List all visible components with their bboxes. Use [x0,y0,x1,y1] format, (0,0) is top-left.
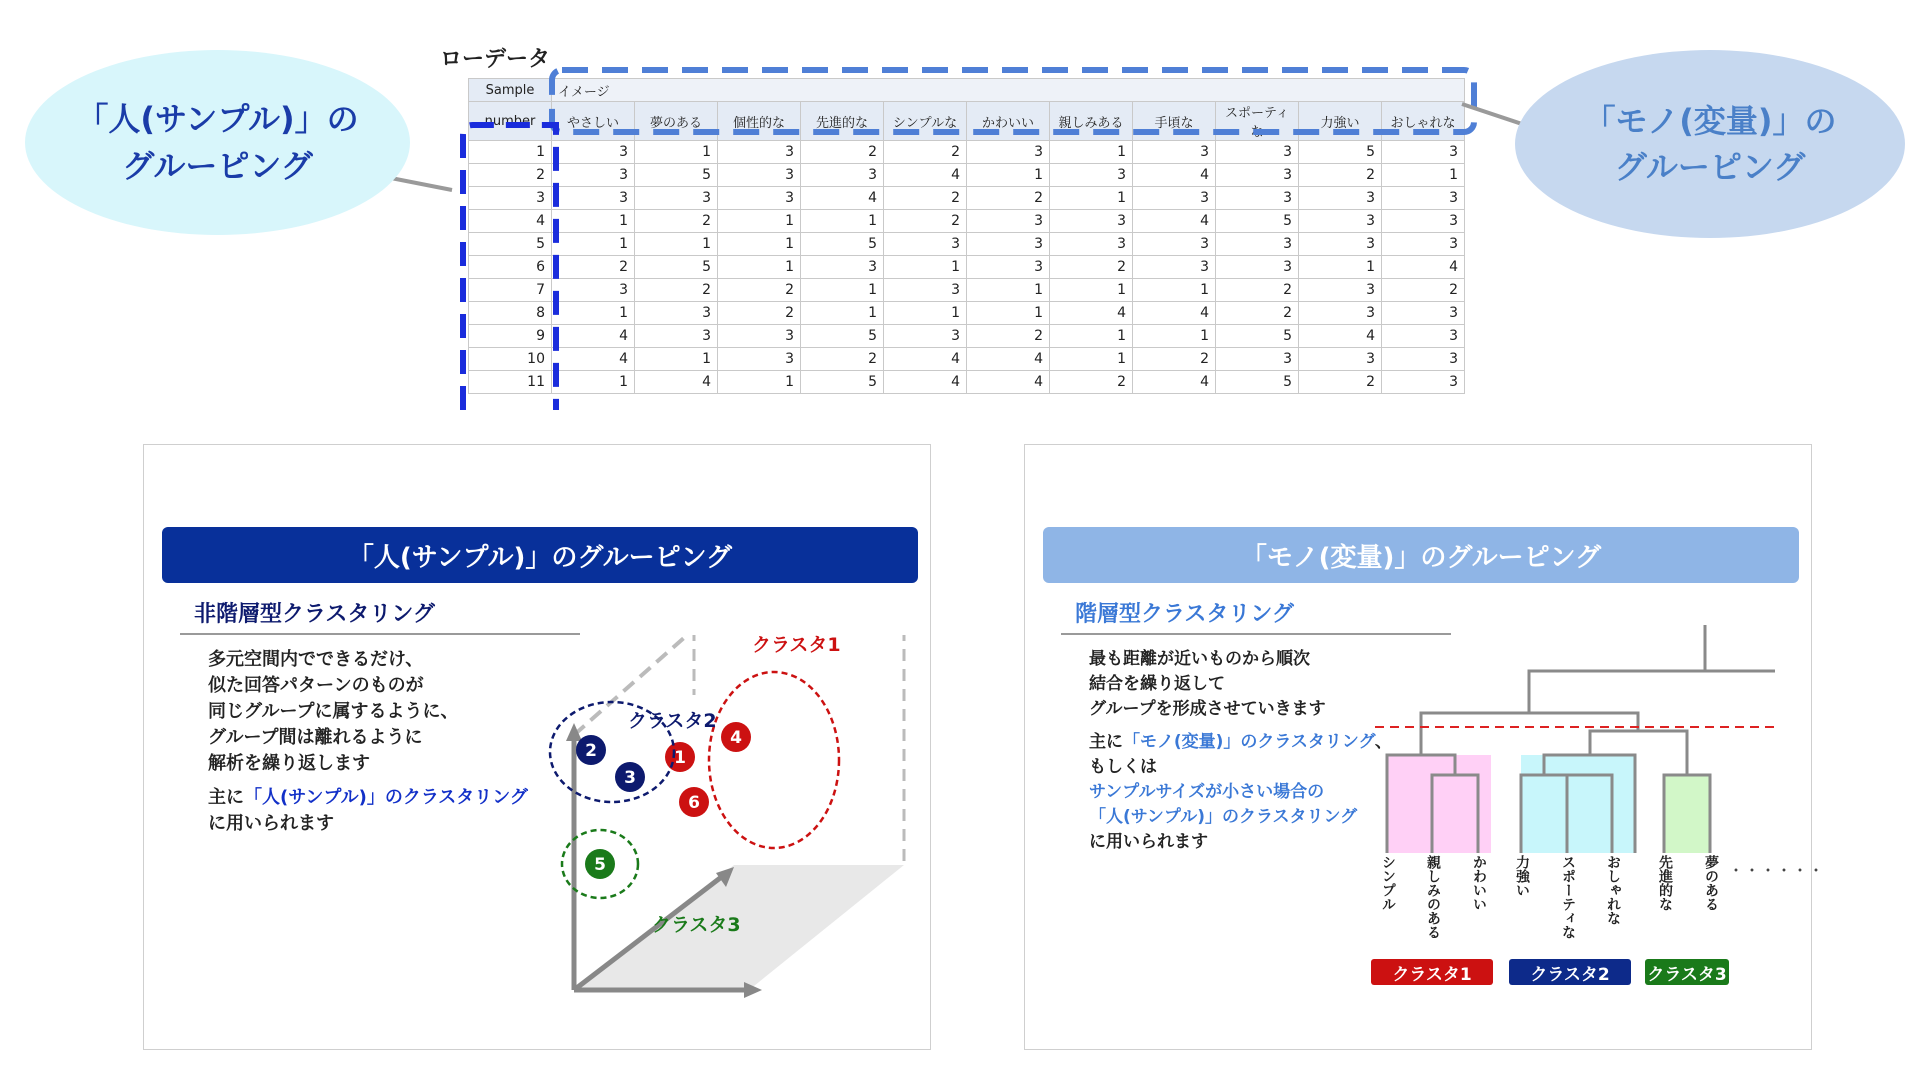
number-header: number [469,102,552,141]
sample-point-label: 4 [730,728,742,748]
table-cell: 1 [884,302,967,325]
table-cell: 1 [552,210,635,233]
dendrogram-leaf-label: 夢のある [1703,855,1719,911]
slide-body-text [208,647,528,837]
table-cell: 3 [718,325,801,348]
column-header: シンプルな [884,102,967,141]
table-cell: 5 [801,325,884,348]
table-cell: 3 [1216,164,1299,187]
row-selection-outline [463,125,556,410]
table-cell: 2 [801,141,884,164]
table-cell: 3 [718,164,801,187]
column-header: 力強い [1299,102,1382,141]
table-cell: 1 [552,302,635,325]
sample-point-label: 2 [585,741,597,761]
variable-bubble-line2: グルーピング [1614,148,1806,186]
usage-highlight: 「人(サンプル)」のクラスタリング [1089,807,1358,827]
table-cell: 3 [635,187,718,210]
sample-bubble-line1: 「人(サンプル)」の [76,100,359,139]
slide-banner: 「人(サンプル)」のグルーピング [162,527,918,583]
body-line: 解析を繰り返します [208,753,370,774]
table-cell: 2 [884,210,967,233]
table-cell: 2 [635,210,718,233]
table-cell: 1 [718,233,801,256]
table-cell: 3 [884,325,967,348]
table-cell: 1 [967,302,1050,325]
table-cell: 2 [884,187,967,210]
table-cell: 1 [967,279,1050,302]
sample-point-label: 5 [594,855,606,875]
sample-point-label: 1 [674,748,686,768]
sample-point-label: 3 [624,768,636,788]
table-cell: 5 [1299,141,1382,164]
cluster-3d-diagram [504,635,924,1045]
table-cell: 1 [1050,325,1133,348]
body-line: 結合を繰り返して [1089,674,1225,694]
table-cell: 4 [1382,256,1465,279]
cluster-tag: クラスタ1 [1371,959,1493,985]
table-cell: 1 [1050,187,1133,210]
table-cell: 3 [1133,233,1216,256]
column-header: スポーティな [1216,102,1299,141]
row-number-cell: 2 [469,164,552,187]
body-line: 最も距離が近いものから順次 [1089,649,1310,669]
column-selection-outline [552,70,1474,132]
table-cell: 3 [1133,141,1216,164]
table-cell: 1 [718,371,801,394]
cluster-label: クラスタ3 [652,914,741,936]
usage-comma: 、 [1374,732,1392,752]
hierarchical-slide [1024,444,1825,1050]
dendrogram-leaf-label: スポーティな [1560,855,1576,939]
usage-line [208,785,528,811]
table-cell: 3 [718,141,801,164]
row-number-cell: 3 [469,187,552,210]
body-line: グループを形成させていきます [1089,699,1326,719]
usage-prefix: 主に [1089,732,1123,752]
usage-highlight: 「人(サンプル)」のクラスタリング [244,787,528,808]
table-cell: 4 [884,371,967,394]
table-cell: 1 [718,256,801,279]
table-cell: 3 [718,187,801,210]
table-cell: 3 [1382,187,1465,210]
table-cell: 4 [552,325,635,348]
table-cell: 3 [1050,210,1133,233]
table-cell: 1 [1050,348,1133,371]
table-cell: 2 [552,256,635,279]
dendrogram-leaf-label: 力強い [1514,855,1530,897]
table-cell: 4 [635,371,718,394]
body-line: 似た回答パターンのものが [208,675,424,696]
body-line: グループ間は離れるように [208,727,423,748]
table-cell: 3 [1299,302,1382,325]
variable-bubble-line1: 「モノ(変量)」の [1583,101,1837,140]
table-cell: 5 [1216,210,1299,233]
table-cell: 3 [884,279,967,302]
dendro-link [1529,671,1775,713]
table-cell: 3 [1382,302,1465,325]
cluster3-fill [1664,775,1710,853]
slide-subhead: 非階層型クラスタリング [194,602,435,627]
non-hierarchical-slide [143,444,931,1050]
variable-grouping-bubble [1515,50,1905,238]
table-cell: 3 [552,187,635,210]
table-cell: 3 [1299,187,1382,210]
table-cell: 5 [635,164,718,187]
table-cell: 3 [1133,256,1216,279]
table-cell: 2 [884,141,967,164]
dendrogram-leaf-label: 親しみのある [1425,855,1441,939]
row-number-cell: 11 [469,371,552,394]
table-cell: 2 [1216,302,1299,325]
row-number-cell: 7 [469,279,552,302]
table-cell: 3 [552,164,635,187]
table-cell: 1 [1050,141,1133,164]
dendro-link [1421,713,1638,755]
table-cell: 1 [801,210,884,233]
table-cell: 1 [884,256,967,279]
table-cell: 1 [1133,325,1216,348]
table-cell: 1 [801,302,884,325]
table-cell: 4 [967,348,1050,371]
table-cell: 3 [1382,325,1465,348]
table-cell: 3 [1382,210,1465,233]
table-cell: 4 [1133,302,1216,325]
column-header: やさしい [552,102,635,141]
table-cell: 2 [967,325,1050,348]
table-cell: 1 [1382,164,1465,187]
column-header: 親しみある [1050,102,1133,141]
dendrogram-leaf-label: 先進的な [1657,855,1673,911]
table-cell: 3 [552,279,635,302]
table-cell: 4 [884,348,967,371]
table-cell: 3 [718,348,801,371]
table-cell: 4 [1299,325,1382,348]
table-cell: 3 [1382,141,1465,164]
table-cell: 4 [552,348,635,371]
body-line: 同じグループに属するように、 [208,701,459,722]
table-cell: 3 [1050,233,1133,256]
usage-suffix: に用いられます [1089,832,1208,852]
table-cell: 3 [635,302,718,325]
row-number-cell: 10 [469,348,552,371]
table-cell: 1 [718,210,801,233]
table-cell: 3 [1133,187,1216,210]
table-cell: 2 [1299,164,1382,187]
column-header: 手頃な [1133,102,1216,141]
usage-highlight: サンプルサイズが小さい場合の [1089,782,1325,802]
body-line: 多元空間内でできるだけ、 [208,649,424,670]
table-cell: 3 [1382,371,1465,394]
table-cell: 2 [1050,371,1133,394]
usage-line [1089,730,1392,755]
table-cell: 3 [635,325,718,348]
table-cell: 3 [1382,233,1465,256]
column-header: 夢のある [635,102,718,141]
table-cell: 1 [1133,279,1216,302]
table-cell: 3 [552,141,635,164]
table-cell: 3 [884,233,967,256]
table-cell: 3 [1299,233,1382,256]
table-cell: 3 [967,233,1050,256]
dendrogram-leaf-label: おしゃれな [1605,855,1621,925]
table-cell: 2 [1050,256,1133,279]
table-cell: 2 [718,279,801,302]
table-cell: 3 [1382,348,1465,371]
column-header: 先進的な [801,102,884,141]
table-cell: 5 [1216,371,1299,394]
row-number-cell: 9 [469,325,552,348]
table-cell: 5 [635,256,718,279]
row-number-cell: 5 [469,233,552,256]
table-cell: 3 [1216,233,1299,256]
table-cell: 2 [967,187,1050,210]
table-cell: 3 [967,256,1050,279]
cluster-tag: クラスタ3 [1645,959,1729,985]
sample-point-label: 6 [688,793,700,813]
row-number-cell: 1 [469,141,552,164]
more-leaves-ellipsis: ・・・・・・ [1728,861,1825,880]
row-number-cell: 8 [469,302,552,325]
slide-banner: 「モノ(変量)」のグルーピング [1043,527,1799,583]
table-cell: 3 [1299,279,1382,302]
column-header: 個性的な [718,102,801,141]
column-header: おしゃれな [1382,102,1465,141]
column-header: かわいい [967,102,1050,141]
table-cell: 2 [718,302,801,325]
slide-subhead: 階層型クラスタリング [1075,602,1294,627]
sample-bubble-line2: グルーピング [122,146,313,185]
table-cell: 3 [1216,348,1299,371]
table-cell: 3 [1216,256,1299,279]
usage-highlight: 「モノ(変量)」のクラスタリング [1123,732,1375,752]
table-cell: 5 [801,371,884,394]
sample-grouping-bubble [25,50,410,235]
sample-header: Sample [469,79,552,102]
table-cell: 4 [1050,302,1133,325]
table-cell: 1 [552,371,635,394]
table-cell: 3 [801,164,884,187]
table-cell: 3 [967,210,1050,233]
table-cell: 1 [635,141,718,164]
table-cell: 1 [1050,279,1133,302]
table-cell: 3 [1299,348,1382,371]
table-cell: 1 [801,279,884,302]
cluster1-fill [1387,755,1491,853]
table-cell: 1 [967,164,1050,187]
dendrogram-leaf-label: かわいい [1471,855,1487,911]
table-cell: 3 [1299,210,1382,233]
table-cell: 3 [801,256,884,279]
row-number-cell: 4 [469,210,552,233]
table-cell: 2 [1299,371,1382,394]
table-cell: 3 [1216,141,1299,164]
table-cell: 4 [884,164,967,187]
usage-mid: もしくは [1089,757,1157,777]
table-cell: 3 [967,141,1050,164]
table-cell: 4 [1133,164,1216,187]
table-cell: 5 [1216,325,1299,348]
usage-suffix: に用いられます [208,813,334,834]
cluster-boundary [709,672,839,848]
table-cell: 1 [1299,256,1382,279]
table-cell: 2 [1216,279,1299,302]
slide-body-text [1089,647,1392,855]
table-cell: 4 [1133,210,1216,233]
cluster-label: クラスタ1 [752,635,841,656]
table-cell: 4 [1133,371,1216,394]
table-cell: 2 [801,348,884,371]
cluster-label: クラスタ2 [628,710,717,732]
table-cell: 3 [1216,187,1299,210]
row-number-cell: 6 [469,256,552,279]
table-cell: 1 [635,233,718,256]
table-cell: 2 [1133,348,1216,371]
dendrogram-leaf-label: シンプル [1380,855,1396,911]
table-cell: 1 [635,348,718,371]
table-cell: 4 [801,187,884,210]
table-cell: 5 [801,233,884,256]
cluster2-fill [1521,755,1635,853]
table-cell: 3 [1050,164,1133,187]
table-cell: 2 [635,279,718,302]
raw-data-title: ローデータ [440,47,551,72]
image-header: イメージ [552,79,1465,102]
table-cell: 4 [967,371,1050,394]
cluster-tag: クラスタ2 [1509,959,1631,985]
table-cell: 1 [552,233,635,256]
usage-prefix: 主に [208,787,244,808]
table-cell: 2 [1382,279,1465,302]
